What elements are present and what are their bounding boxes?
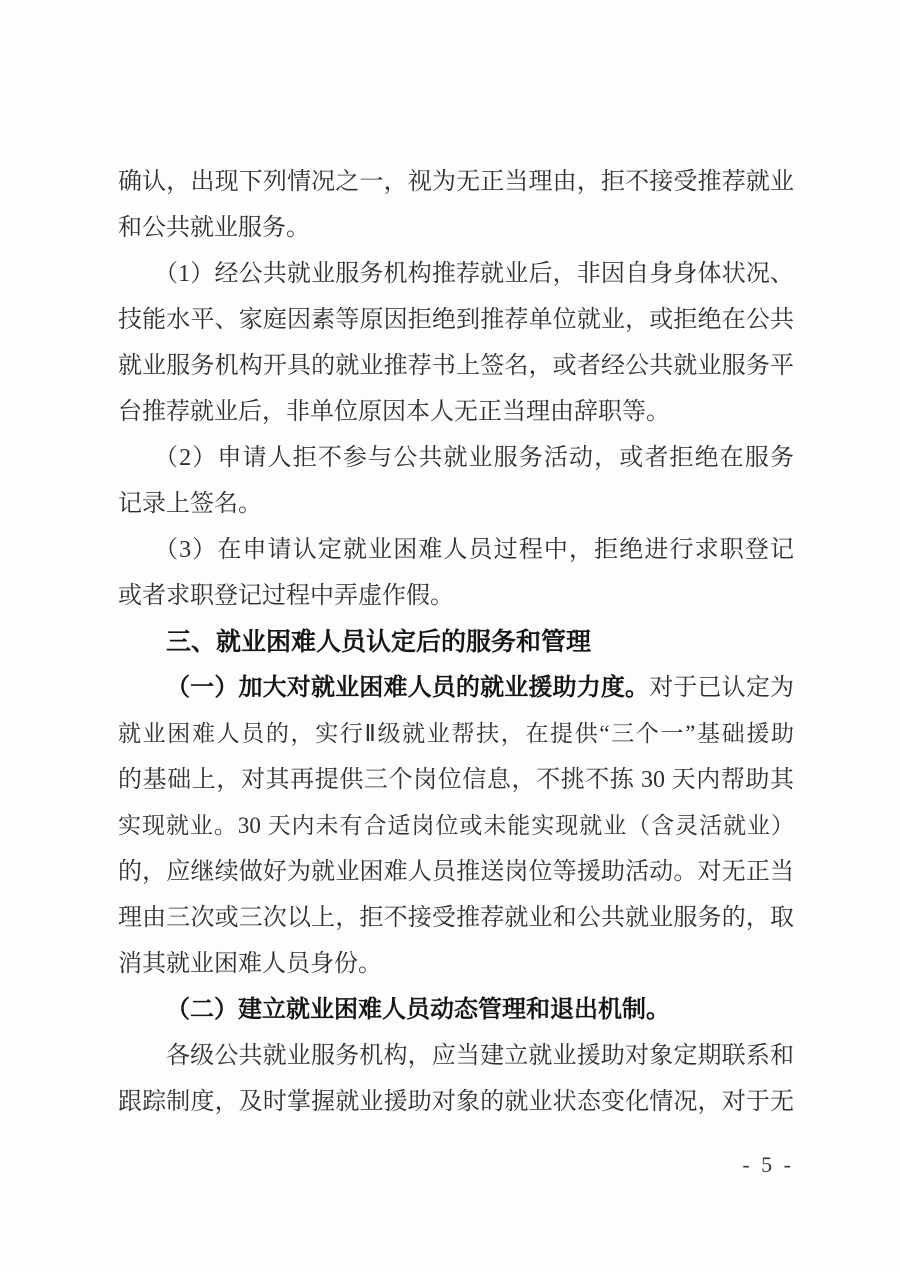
subsection-1-title: （一）加大对就业困难人员的就业援助力度。: [166, 675, 650, 701]
doc-line: 和公共就业服务。: [118, 215, 310, 241]
doc-line: 的，应继续做好为就业困难人员推送岗位等援助活动。对无正当: [118, 859, 794, 885]
doc-line: 消其就业困难人员身份。: [118, 951, 382, 977]
doc-line-item-1: （1）经公共就业服务机构推荐就业后，非因自身身体状况、: [154, 261, 794, 287]
doc-line-text: 对于已认定为: [649, 675, 794, 701]
doc-line: 技能水平、家庭因素等原因拒绝到推荐单位就业，或拒绝在公共: [118, 307, 794, 333]
doc-line-item-2: （2）申请人拒不参与公共就业服务活动，或者拒绝在服务: [154, 445, 794, 471]
document-body: [118, 159, 794, 1125]
doc-line: 台推荐就业后，非单位原因本人无正当理由辞职等。: [118, 399, 670, 425]
doc-line: 或者求职登记过程中弄虚作假。: [118, 583, 454, 609]
doc-line-subsection-1: [118, 665, 794, 711]
subsection-2-heading: （二）建立就业困难人员动态管理和退出机制。: [166, 997, 670, 1023]
section-heading: 三、就业困难人员认定后的服务和管理: [166, 628, 592, 656]
doc-line: 就业困难人员的，实行Ⅱ级就业帮扶，在提供“三个一”基础援助: [118, 721, 794, 746]
doc-line: 就业服务机构开具的就业推荐书上签名，或者经公共就业服务平: [118, 353, 794, 379]
doc-line: 的基础上，对其再提供三个岗位信息，不挑不拣 30 天内帮助其: [118, 767, 794, 793]
doc-line: 理由三次或三次以上，拒不接受推荐就业和公共就业服务的，取: [118, 905, 794, 931]
doc-line: 各级公共就业服务机构，应当建立就业援助对象定期联系和: [166, 1043, 794, 1069]
doc-line: 跟踪制度，及时掌握就业援助对象的就业状态变化情况，对于无: [118, 1089, 794, 1115]
doc-line: 实现就业。30 天内未有合适岗位或未能实现就业（含灵活就业）: [118, 813, 794, 838]
doc-line: 确认，出现下列情况之一，视为无正当理由，拒不接受推荐就业: [118, 169, 794, 195]
doc-line-item-3: （3）在申请认定就业困难人员过程中，拒绝进行求职登记: [154, 537, 794, 563]
doc-line: 记录上签名。: [118, 491, 262, 517]
page-number: - 5 -: [742, 1152, 794, 1177]
